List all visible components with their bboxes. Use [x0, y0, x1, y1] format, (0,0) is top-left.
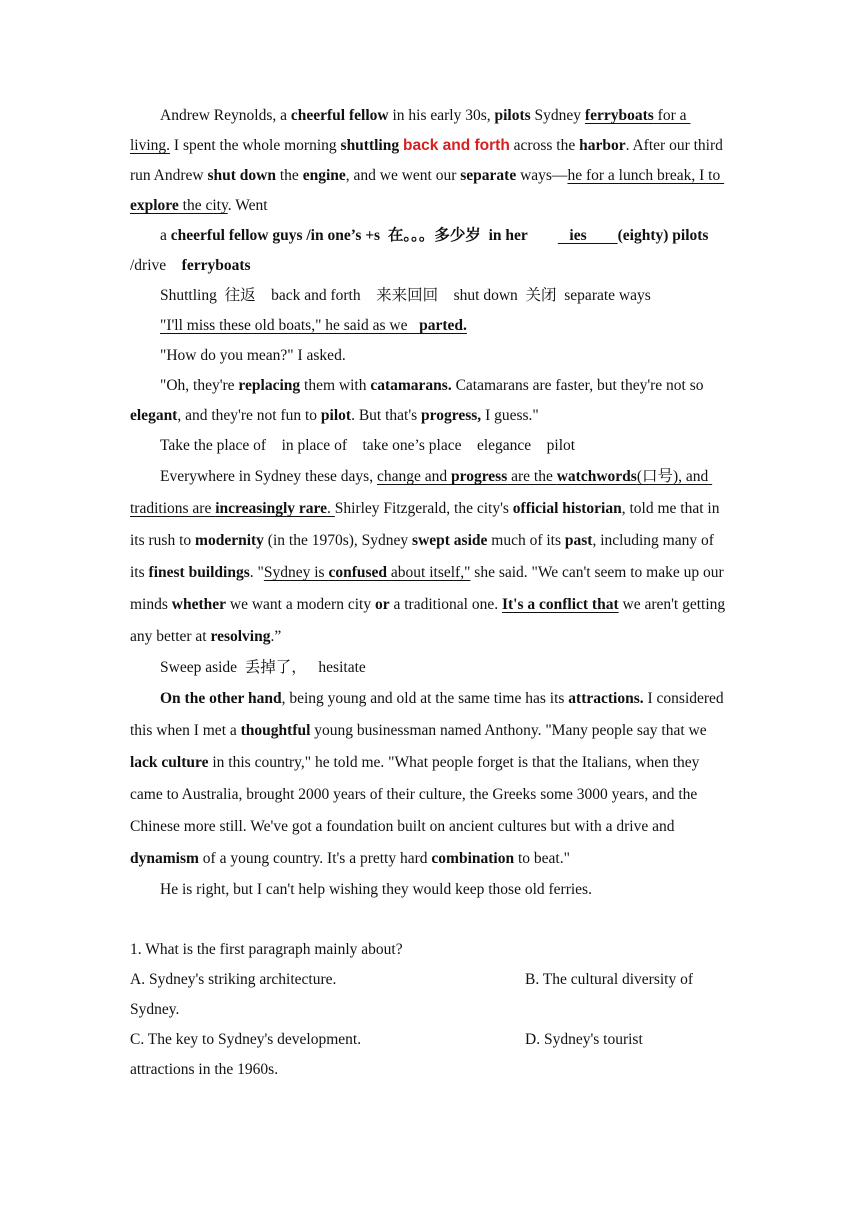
text-run: change and: [376, 468, 451, 485]
text-run: for a living.: [130, 107, 691, 154]
text-run: , being young and old at the same time has its: [281, 690, 569, 707]
option-d-continued: attractions in the 1960s.: [130, 1061, 279, 1078]
option-d: D. Sydney's tourist: [525, 1031, 643, 1048]
text-run: It's a conflict that: [501, 596, 619, 613]
text-run: increasingly rare: [215, 500, 328, 517]
paragraph: [130, 311, 730, 341]
text-run: "Oh, they're: [160, 377, 239, 394]
text-run: pilot: [320, 407, 352, 424]
text-run: elegant: [130, 407, 178, 424]
text-run: (口号), and traditions are: [130, 468, 713, 517]
option-b-continued: Sydney.: [130, 1001, 180, 1018]
text-run: pilots: [494, 107, 531, 124]
text-run: in his early 30s,: [388, 107, 495, 124]
text-run: ways—: [516, 167, 568, 184]
text-run: shuttling: [340, 137, 400, 154]
text-run: in this country," he told me. "What people forget is that the Italians, when they came to Australia, brought 2000 years of their culture, the Greeks some 3000 years, and the Chinese more still. We've got a foundation built on ancient cultures but with a drive and: [130, 754, 704, 835]
text-run: modernity: [195, 532, 264, 549]
paragraph: [130, 341, 730, 371]
text-run: cheerful fellow: [290, 107, 389, 124]
text-run: Sydney: [530, 107, 585, 124]
paragraph: [130, 221, 730, 281]
text-run: Andrew Reynolds, a: [160, 107, 291, 124]
option-b: B. The cultural diversity of: [525, 971, 694, 988]
text-run: , told me that in its rush to: [130, 500, 724, 549]
text-run: or: [374, 596, 390, 613]
text-run: the: [276, 167, 303, 184]
text-run: (in the 1970s), Sydney: [263, 532, 413, 549]
question-stem: 1. What is the first paragraph mainly about?: [130, 941, 403, 958]
text-run: I guess.": [481, 407, 539, 424]
text-run: we want a modern city: [226, 596, 375, 613]
text-run: ferryboats: [181, 257, 251, 274]
text-run: official historian: [512, 500, 622, 517]
text-run: of a young country. It's a pretty hard: [198, 850, 432, 867]
text-run: confused: [328, 564, 388, 581]
text-run: . ": [249, 564, 264, 581]
text-run: lack culture: [130, 754, 209, 771]
text-run: watchwords: [556, 468, 637, 485]
text-run: "How do you mean?" I asked.: [160, 347, 346, 364]
option-row-cd: [130, 1025, 730, 1055]
paragraph: [130, 431, 730, 461]
text-run: dynamism: [130, 850, 199, 867]
text-run: Shuttling 往返 back and forth 来来回回 shut down 关闭 separate ways: [160, 287, 651, 304]
text-run: , and we went our: [345, 167, 461, 184]
paragraph: [130, 371, 730, 431]
text-run: a: [160, 227, 171, 244]
text-run: harbor: [579, 137, 626, 154]
text-run: Take the place of in place of take one’s place elegance pilot: [160, 437, 576, 454]
text-run: them with: [300, 377, 371, 394]
text-run: swept aside: [412, 532, 488, 549]
text-run: .”: [270, 628, 282, 645]
option-c: C. The key to Sydney's development.: [130, 1031, 362, 1048]
text-run: Catamarans are faster, but they're not so: [451, 377, 708, 394]
text-run: back and forth: [403, 137, 510, 154]
text-run: He is right, but I can't help wishing they would keep those old ferries.: [160, 881, 592, 898]
paragraph: [130, 101, 730, 221]
text-run: progress,: [421, 407, 482, 424]
text-run: .: [327, 500, 335, 517]
text-run: he for a lunch break, I to: [567, 167, 725, 184]
text-run: replacing: [238, 377, 301, 394]
text-run: catamarans.: [370, 377, 452, 394]
text-run: are the: [507, 468, 557, 485]
text-run: to beat.": [514, 850, 570, 867]
text-run: progress: [450, 468, 508, 485]
text-run: we aren't getting any better at: [130, 596, 730, 645]
text-run: thoughtful: [240, 722, 311, 739]
text-run: ies: [557, 227, 618, 244]
text-run: On the other hand: [160, 690, 282, 707]
text-run: . Went: [227, 197, 268, 214]
text-run: combination: [431, 850, 515, 867]
text-run: past: [564, 532, 593, 549]
text-run: across the: [509, 137, 580, 154]
text-run: I considered this when I met a: [130, 690, 728, 739]
text-run: young businessman named Anthony. "Many people say that we: [310, 722, 711, 739]
paragraph: [130, 683, 730, 875]
text-run: a traditional one.: [389, 596, 502, 613]
text-run: separate: [460, 167, 517, 184]
paragraph: [130, 281, 730, 311]
text-run: about itself,": [387, 564, 471, 581]
text-run: she said. "We can't seem to make up our minds: [130, 564, 728, 613]
text-run: engine: [302, 167, 346, 184]
paragraph: [130, 875, 730, 905]
text-run: Sydney is: [263, 564, 329, 581]
text-run: finest buildings: [148, 564, 250, 581]
paragraph: [130, 461, 730, 653]
paragraph: [130, 653, 730, 683]
text-run: much of its: [487, 532, 565, 549]
text-run: /drive: [130, 227, 713, 274]
text-run: attractions.: [568, 690, 644, 707]
passage: [130, 101, 730, 905]
text-run: shut down: [207, 167, 276, 184]
text-run: (eighty) pilots: [617, 227, 709, 244]
text-run: explore: [130, 197, 179, 214]
text-run: , and they're not fun to: [177, 407, 321, 424]
text-run: Shirley Fitzgerald, the city's: [334, 500, 513, 517]
text-run: whether: [171, 596, 227, 613]
option-a: A. Sydney's striking architecture.: [130, 971, 337, 988]
text-run: Sweep aside 丢掉了， hesitate: [160, 659, 366, 676]
text-run: resolving: [210, 628, 271, 645]
text-run: . After our third run Andrew: [130, 137, 727, 184]
question-block: [130, 935, 730, 1085]
text-run: I spent the whole morning: [170, 137, 341, 154]
text-run: Everywhere in Sydney these days,: [160, 468, 377, 485]
text-run: cheerful fellow guys /in one’s +s 在。。。多少岁 in her: [170, 227, 528, 244]
text-run: ferryboats: [584, 107, 654, 124]
text-block: [130, 101, 730, 1085]
text-run: parted.: [419, 317, 467, 334]
text-run: , including many of its: [130, 532, 718, 581]
text-run: the city: [178, 197, 228, 214]
option-row-ab: [130, 965, 730, 995]
text-run: . But that's: [351, 407, 422, 424]
text-run: "I'll miss these old boats," he said as we: [160, 317, 420, 334]
